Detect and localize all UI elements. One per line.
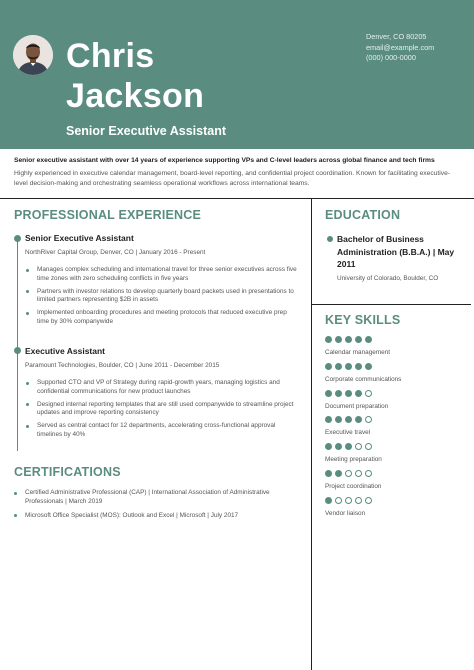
profile-photo: [13, 35, 53, 75]
summary-section: [14, 156, 462, 188]
experience-timeline: [17, 240, 18, 451]
name-first: Chris: [66, 37, 155, 75]
bullet-text: Supported CTO and VP of Strategy during rapid-growth years, managing logistics and confidential communications for new product launches: [37, 379, 280, 395]
skill-rating: [325, 336, 465, 344]
certification-text: Certified Administrative Professional (CAP) | International Association of Administrative Professionals | March 2019: [25, 489, 270, 505]
summary-body: Highly experienced in executive calendar management, board-level reporting, and confidential project coordination. Known for facilitating executive-level decision-making and orchestrating seamless operational workflows across international teams.: [14, 170, 451, 187]
experience-heading: PROFESSIONAL EXPERIENCE: [14, 208, 202, 222]
bullet-icon: [26, 269, 29, 272]
rating-dot-filled-icon: [335, 363, 342, 370]
rating-dot-empty-icon: [365, 497, 372, 504]
skill-item: [325, 363, 465, 390]
skill-rating: [325, 470, 465, 478]
skills-heading: KEY SKILLS: [325, 313, 401, 327]
contact-email[interactable]: email@example.com: [366, 42, 435, 52]
rating-dot-empty-icon: [355, 470, 362, 477]
certification-text: Microsoft Office Specialist (MOS): Outlook and Excel | Microsoft | July 2017: [25, 511, 239, 519]
list-item: [25, 288, 300, 305]
column-divider: [311, 198, 312, 670]
contact-location: Denver, CO 80205: [366, 32, 427, 41]
bullet-icon: [26, 382, 29, 385]
bullet-text: Implemented onboarding procedures and meeting protocols that reduced executive prep time by 30% companywide: [37, 309, 287, 325]
bullet-icon: [26, 290, 29, 293]
skill-rating: [325, 390, 465, 398]
rating-dot-filled-icon: [345, 363, 352, 370]
rating-dot-filled-icon: [355, 336, 362, 343]
skill-item: [325, 390, 465, 417]
job-2-role: Executive Assistant: [25, 346, 105, 356]
skill-item: [325, 470, 465, 497]
rating-dot-filled-icon: [325, 443, 332, 450]
job-1-meta: NorthRiver Capital Group, Denver, CO | January 2016 - Present: [25, 249, 206, 256]
job-2-meta: Paramount Technologies, Boulder, CO | June 2011 - December 2015: [25, 362, 220, 369]
skill-item: [325, 336, 465, 363]
rating-dot-filled-icon: [355, 390, 362, 397]
skill-label: Meeting preparation: [325, 456, 382, 464]
candidate-title: Senior Executive Assistant: [66, 124, 227, 138]
rating-dot-filled-icon: [325, 497, 332, 504]
rating-dot-empty-icon: [365, 470, 372, 477]
education-school: University of Colorado, Boulder, CO: [337, 275, 439, 282]
list-item: [14, 489, 304, 506]
skill-item: [325, 497, 465, 524]
rating-dot-empty-icon: [345, 470, 352, 477]
name-last: Jackson: [66, 77, 205, 115]
skill-item: [325, 416, 465, 443]
bullet-text: Designed internal reporting templates that are still used companywide to streamline project updates and improve reporting consistency: [37, 400, 294, 417]
contact-block: [366, 32, 434, 64]
rating-dot-empty-icon: [365, 443, 372, 450]
list-item: [25, 401, 300, 418]
skill-rating: [325, 416, 465, 424]
rating-dot-empty-icon: [365, 390, 372, 397]
bullet-text: Partners with investor relations to develop quarterly board packets used in presentations to limited partners representing $2B in assets: [37, 287, 294, 304]
certifications-list: [14, 489, 304, 526]
rating-dot-filled-icon: [355, 363, 362, 370]
job-2-bullets: [25, 379, 300, 444]
list-item: [25, 422, 300, 439]
skill-label: Project coordination: [325, 482, 382, 490]
bullet-text: Served as central contact for 12 departments, accelerating cross-functional approval timelines by 40%: [37, 422, 276, 438]
rating-dot-filled-icon: [335, 443, 342, 450]
rating-dot-filled-icon: [345, 390, 352, 397]
job-1-marker: [14, 235, 21, 242]
job-1-bullets: [25, 266, 300, 331]
skill-label: Vendor liaison: [325, 509, 366, 517]
rating-dot-filled-icon: [335, 470, 342, 477]
rating-dot-empty-icon: [335, 497, 342, 504]
rating-dot-filled-icon: [365, 336, 372, 343]
rating-dot-filled-icon: [365, 363, 372, 370]
rating-dot-filled-icon: [325, 416, 332, 423]
certifications-heading: CERTIFICATIONS: [14, 465, 121, 479]
education-heading: EDUCATION: [325, 208, 401, 222]
job-1-role: Senior Executive Assistant: [25, 233, 134, 243]
rating-dot-filled-icon: [325, 470, 332, 477]
rating-dot-empty-icon: [355, 443, 362, 450]
contact-phone: (000) 000-0000: [366, 53, 416, 62]
education-marker: [327, 236, 333, 242]
rating-dot-filled-icon: [335, 416, 342, 423]
skill-label: Corporate communications: [325, 375, 402, 383]
education-divider: [311, 304, 471, 305]
bullet-icon: [26, 403, 29, 406]
rating-dot-filled-icon: [355, 416, 362, 423]
skill-item: [325, 443, 465, 470]
rating-dot-filled-icon: [335, 336, 342, 343]
list-item: [25, 379, 300, 396]
bullet-icon: [26, 425, 29, 428]
rating-dot-filled-icon: [325, 336, 332, 343]
list-item: [25, 266, 300, 283]
skill-rating: [325, 443, 465, 451]
list-item: [25, 309, 300, 326]
skill-label: Document preparation: [325, 402, 389, 410]
rating-dot-empty-icon: [365, 416, 372, 423]
skill-rating: [325, 497, 465, 505]
education-degree: Bachelor of Business Administration (B.B.A.) | May 2011: [337, 234, 455, 269]
resume-header: [0, 0, 474, 149]
bullet-icon: [14, 514, 17, 517]
skill-label: Calendar management: [325, 349, 391, 356]
rating-dot-filled-icon: [335, 390, 342, 397]
rating-dot-filled-icon: [325, 390, 332, 397]
bullet-icon: [14, 492, 17, 495]
rating-dot-empty-icon: [345, 497, 352, 504]
job-2-marker: [14, 347, 21, 354]
summary-lead: Senior executive assistant with over 14 years of experience supporting VPs and C-level leaders across global finance and tech firms: [14, 157, 435, 164]
list-item: [14, 512, 304, 521]
rating-dot-empty-icon: [355, 497, 362, 504]
skill-label: Executive travel: [325, 429, 371, 437]
summary-divider: [0, 198, 474, 199]
bullet-text: Manages complex scheduling and international travel for three senior executives across five time zones with zero scheduling conflicts in five years: [37, 266, 297, 282]
skills-list: [325, 336, 465, 524]
skill-rating: [325, 363, 465, 371]
bullet-icon: [26, 312, 29, 315]
candidate-name: [66, 36, 204, 116]
rating-dot-filled-icon: [325, 363, 332, 370]
rating-dot-filled-icon: [345, 443, 352, 450]
rating-dot-filled-icon: [345, 416, 352, 423]
rating-dot-filled-icon: [345, 336, 352, 343]
